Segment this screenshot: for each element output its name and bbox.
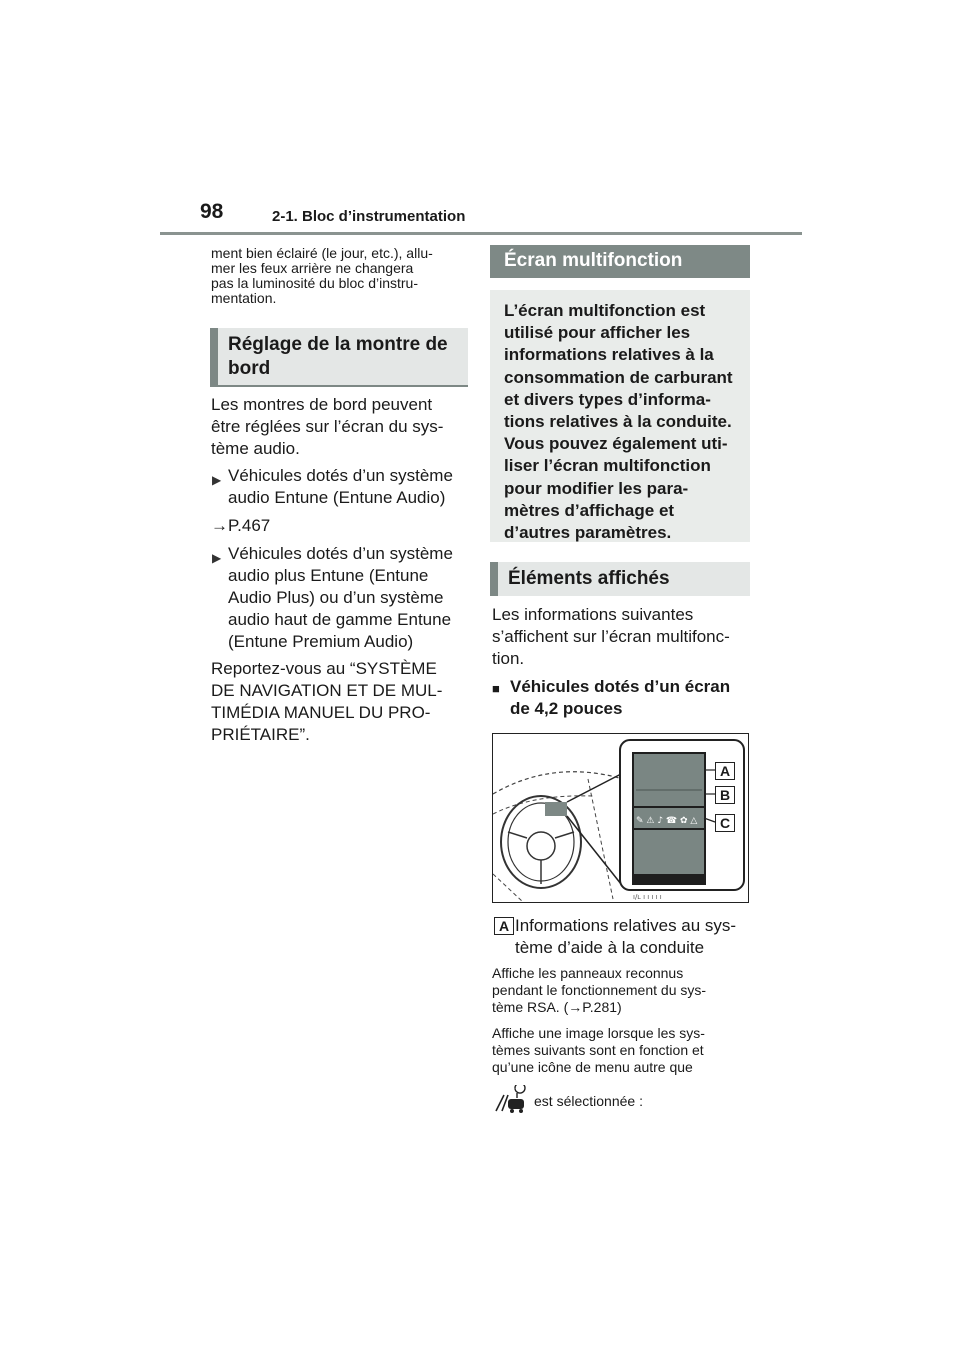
item-line: (Entune Premium Audio) xyxy=(228,632,414,651)
bullet-line: de 4,2 pouces xyxy=(510,699,623,718)
summary-line: d’autres paramètres. xyxy=(504,523,672,543)
dashboard-illustration xyxy=(493,734,748,902)
header-rule xyxy=(160,232,802,235)
intro-line: ment bien éclairé (le jour, etc.), allu- xyxy=(211,245,433,261)
summary-line: mètres d’affichage et xyxy=(504,500,675,520)
displayed-items-paragraph xyxy=(492,604,754,670)
multi-display-summary xyxy=(490,290,750,542)
intro-line: mer les feux arrière ne changera xyxy=(211,260,414,276)
intro-line: mentation. xyxy=(211,290,277,306)
page-number: 98 xyxy=(200,200,224,223)
item-line: Véhicules dotés d’un système xyxy=(228,544,453,563)
displayed-items-heading: Éléments affichés xyxy=(490,562,750,596)
item-line: audio Entune (Entune Audio) xyxy=(228,488,446,507)
note-line: tèmes suivants sont en fonction et xyxy=(492,1042,704,1058)
summary-line: consommation de carburant xyxy=(504,367,733,387)
summary-line: L’écran multifonction est xyxy=(504,301,706,320)
note-line: qu’une icône de menu autre que xyxy=(492,1059,693,1075)
item-a-text xyxy=(515,915,755,959)
bullet-line: Véhicules dotés d’un écran xyxy=(510,677,731,696)
para-line: Les montres de bord peuvent xyxy=(211,395,433,414)
note-line: pendant le fonctionnement du sys- xyxy=(492,982,707,998)
note-line-ref: tème RSA. (→P.281) xyxy=(492,999,622,1015)
para-line: tème audio. xyxy=(211,439,300,458)
para-line: s’affichent sur l’écran multifonc- xyxy=(492,627,730,646)
clock-paragraph xyxy=(211,394,471,460)
para-line: être réglées sur l’écran du sys- xyxy=(211,417,444,436)
item-line: Audio Plus) ou d’un système xyxy=(228,588,444,607)
closing-line: TIMÉDIA MANUEL DU PRO- xyxy=(211,703,431,722)
closing-line: DE NAVIGATION ET DE MUL- xyxy=(211,681,443,700)
clock-heading xyxy=(210,328,468,385)
para-line: tion. xyxy=(492,649,525,668)
item-a-line: Informations relatives au sys- xyxy=(515,916,737,935)
page-ref-1 xyxy=(211,515,270,537)
note-line: Affiche les panneaux reconnus xyxy=(492,965,684,981)
summary-line: tions relatives à la conduite. xyxy=(504,412,732,432)
triangle-bullet-icon: ▶ xyxy=(212,551,222,565)
note-rsa xyxy=(492,965,754,1016)
closing-line: Reportez-vous au “SYSTÈME xyxy=(211,659,437,678)
svg-text:✎ ⚠ ♪ ☎ ✿ △: ✎ ⚠ ♪ ☎ ✿ △ xyxy=(636,816,698,826)
clock-heading-line: Réglage de la montre de xyxy=(228,334,448,355)
svg-text:ı/ʟ ı ı ı ı ı: ı/ʟ ı ı ı ı ı xyxy=(633,893,662,901)
clock-heading-rule xyxy=(210,385,468,387)
summary-line: informations relatives à la xyxy=(504,345,714,365)
note-tail: est sélectionnée : xyxy=(534,1093,643,1109)
driving-assist-icon xyxy=(494,1085,530,1113)
clock-heading-line: bord xyxy=(228,358,271,379)
callout-a: A xyxy=(715,762,735,780)
item-line: audio haut de gamme Entune xyxy=(228,610,452,629)
screen-size-bullet xyxy=(492,676,772,720)
para-line: Les informations suivantes xyxy=(492,605,694,624)
summary-line: pour modifier les para- xyxy=(504,478,689,498)
callout-b: B xyxy=(715,786,735,804)
ref-text: P.467 xyxy=(228,516,271,535)
summary-line: Vous pouvez également uti- xyxy=(504,434,728,454)
triangle-bullet-icon: ▶ xyxy=(212,473,222,487)
item-line: audio plus Entune (Entune xyxy=(228,566,429,585)
audio-item-1 xyxy=(212,465,488,509)
dashboard-figure xyxy=(492,733,749,903)
section-title: 2-1. Bloc d’instrumentation xyxy=(272,208,466,225)
note-line: Affiche une image lorsque les sys- xyxy=(492,1025,705,1041)
summary-line: utilisé pour afficher les xyxy=(504,323,691,343)
audio-item-2 xyxy=(212,543,488,653)
square-bullet-icon: ■ xyxy=(492,681,500,696)
closing-line: PRIÉTAIRE”. xyxy=(211,725,310,744)
summary-line: et divers types d’informa- xyxy=(504,389,711,409)
arrow-icon: → xyxy=(568,999,583,1015)
note-systems xyxy=(492,1025,754,1076)
closing-paragraph xyxy=(211,658,473,746)
item-a-line: tème d’aide à la conduite xyxy=(515,938,705,957)
multi-display-title: Écran multifonction xyxy=(490,245,750,278)
intro-text xyxy=(211,246,471,306)
item-a-label: A xyxy=(494,917,514,935)
intro-line: pas la luminosité du bloc d’instru- xyxy=(211,275,418,291)
callout-c: C xyxy=(715,814,735,832)
arrow-icon: → xyxy=(211,516,228,535)
summary-line: liser l’écran multifonction xyxy=(504,456,711,476)
item-line: Véhicules dotés d’un système xyxy=(228,466,453,485)
